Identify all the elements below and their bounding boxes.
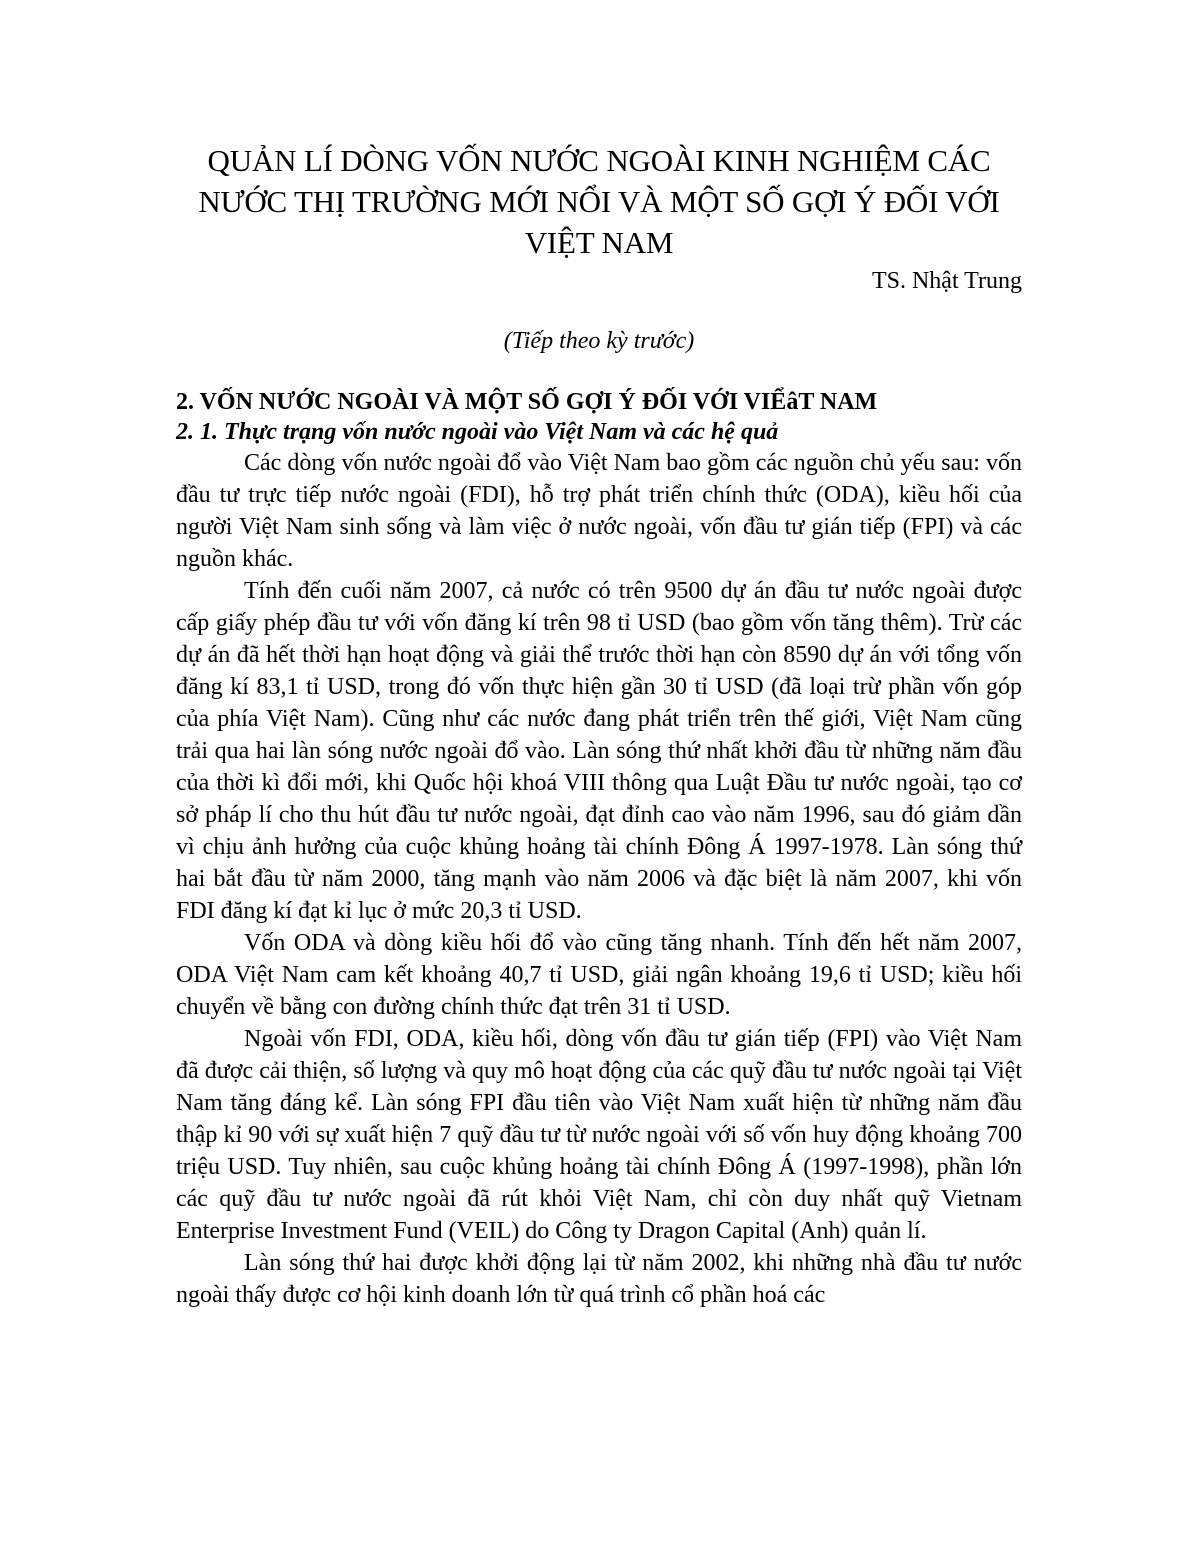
paragraph: Làn sóng thứ hai được khởi động lại từ năm 2002, khi những nhà đầu tư nước ngoài thấy được cơ hội kinh doanh lớn từ quá trình cổ phần hoá các <box>176 1250 1022 1308</box>
paragraph: Tính đến cuối năm 2007, cả nước có trên 9500 dự án đầu tư nước ngoài được cấp giấy phép đầu tư với vốn đăng kí trên 98 tỉ USD (bao gồm vốn tăng thêm). Trừ các dự án đã hết thời hạn hoạt động và giải thể trước thời hạn còn 8590 dự án với tổng vốn đăng kí 83,1 tỉ USD, trong đó vốn thực hiện gần 30 tỉ USD (đã loại trừ phần vốn góp của phía Việt Nam). Cũng như các nước đang phát triển trên thế giới, Việt Nam cũng trải qua hai làn sóng nước ngoài đổ vào. Làn sóng thứ nhất khởi đầu từ những năm đầu của thời kì đổi mới, khi Quốc hội khoá VIII thông qua Luật Đầu tư nước ngoài, tạo cơ sở pháp lí cho thu hút đầu tư nước ngoài, đạt đỉnh cao vào năm 1996, sau đó giảm dần vì chịu ảnh hưởng của cuộc khủng hoảng tài chính Đông Á 1997-1978. Làn sóng thứ hai bắt đầu từ năm 2000, tăng mạnh vào năm 2006 và đặc biệt là năm 2007, khi vốn FDI đăng kí đạt kỉ lục ở mức 20,3 tỉ USD. <box>176 578 1022 924</box>
paragraph: Vốn ODA và dòng kiều hối đổ vào cũng tăng nhanh. Tính đến hết năm 2007, ODA Việt Nam cam kết khoảng 40,7 tỉ USD, giải ngân khoảng 19,6 tỉ USD; kiều hối chuyển về bằng con đường chính thức đạt trên 31 tỉ USD. <box>176 930 1022 1020</box>
author-name: TS. Nhật Trung <box>871 268 1022 294</box>
paragraph: Ngoài vốn FDI, ODA, kiều hối, dòng vốn đầu tư gián tiếp (FPI) vào Việt Nam đã được cải thiện, số lượng và quy mô hoạt động của các quỹ đầu tư nước ngoài tại Việt Nam tăng đáng kể. Làn sóng FPI đầu tiên vào Việt Nam xuất hiện từ những năm đầu thập kỉ 90 với sự xuất hiện 7 quỹ đầu tư từ nước ngoài với số vốn huy động khoảng 700 triệu USD. Tuy nhiên, sau cuộc khủng hoảng tài chính Đông Á (1997-1998), phần lớn các quỹ đầu tư nước ngoài đã rút khỏi Việt Nam, chỉ còn duy nhất quỹ Vietnam Enterprise Investment Fund (VEIL) do Công ty Dragon Capital (Anh) quản lí. <box>176 1026 1022 1244</box>
document-title: QUẢN LÍ DÒNG VỐN NƯỚC NGOÀI KINH NGHIỆM CÁC NƯỚC THỊ TRƯỜNG MỚI NỔI VÀ MỘT SỐ GỢI Ý ĐỐI VỚI VIỆT NAM <box>198 143 1000 260</box>
document-page <box>176 140 1022 1311</box>
continued-note: (Tiếp theo kỳ trước) <box>503 328 695 354</box>
subsection-heading: 2. 1. Thực trạng vốn nước ngoài vào Việt Nam và các hệ quả <box>176 419 779 445</box>
paragraph: Các dòng vốn nước ngoài đổ vào Việt Nam bao gồm các nguồn chủ yếu sau: vốn đầu tư trực tiếp nước ngoài (FDI), hỗ trợ phát triển chính thức (ODA), kiều hối của người Việt Nam sinh sống và làm việc ở nước ngoài, vốn đầu tư gián tiếp (FPI) và các nguồn khác. <box>176 450 1022 572</box>
section-heading: 2. VỐN NƯỚC NGOÀI VÀ MỘT SỐ GỢI Ý ĐỐI VỚI VIỂâT NAM <box>176 389 878 415</box>
